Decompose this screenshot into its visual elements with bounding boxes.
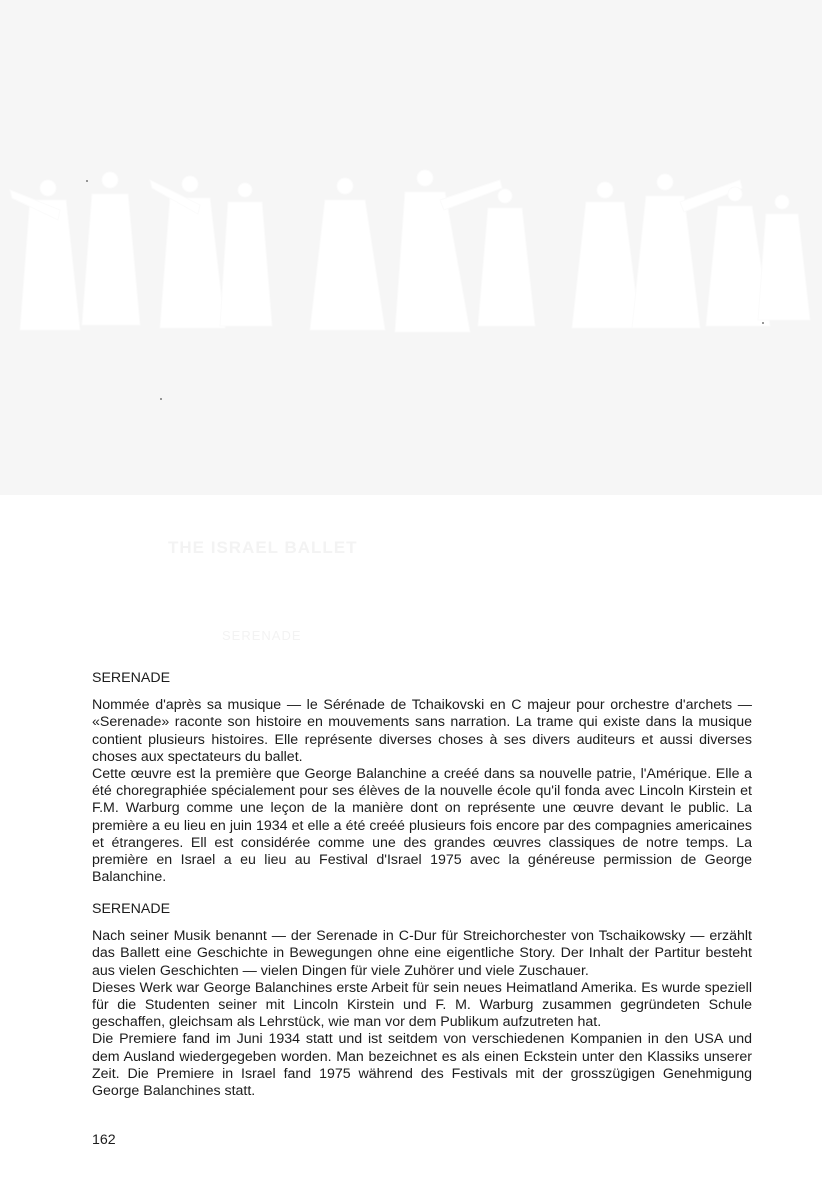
paragraph: Die Premiere fand im Juni 1934 statt und ist seitdem von verschiedenen Kompanien in den USA und dem Ausland wiedergegeben worden. Man bezeichnet es als einen Eckstein unter den Klassiks unserer Zeit. Die Premiere in Israel fand 1975 während des Festivals mit der grosszügigen Genehmigung George Balanchines statt. (92, 1031, 752, 1100)
print-speck (86, 180, 88, 182)
section-title: SERENADE (92, 901, 171, 917)
paragraph: Dieses Werk war George Balanchines erste Arbeit für sein neues Heimatland Amerika. Es wurde speziell für die Studenten seiner mit Lincoln Kirstein und F. M. Warburg zusammen gegründeten Schule geschaffen, gleichsam als Lehrstück, wie man vor dem Publikum aufzutreten hat. (92, 979, 752, 1031)
print-speck (762, 322, 764, 324)
paragraph: Nommée d'après sa musique — le Sérénade de Tchaikovski en C majeur pour orchestre d'archets — «Serenade» raconte son histoire en mouvements sans narration. La trame qui existe dans la musique contient plusieurs histoires. Elle représente diverses choses à ses divers auditeurs et aussi diverses choses aux spectateurs du ballet. (92, 697, 752, 765)
paragraph: Nach seiner Musik benannt — der Serenade in C-Dur für Streichorchester von Tschaikowsky — erzählt das Ballett eine Geschichte in Bewegungen ohne eine eigentliche Story. Der Inhalt der Partitur besteht aus vielen Geschichten — vielen Dingen für viele Zuhörer und viele Zuschauer. (92, 928, 752, 979)
faded-heading: THE ISRAEL BALLET (168, 538, 358, 557)
paragraph: Cette œuvre est la première que George Balanchine a creéé dans sa nouvelle patrie, l'Amérique. Elle a été choregraphiée spécialement pour ses élèves de la nouvelle école qu'il fonda avec Lincoln Kirstein et F.M. Warburg comme une leçon de la manière dont on représente une œuvre devant le public. La première a eu lieu en juin 1934 et elle a été creéé plusieurs fois encore par des compagnies americaines et étrangeres. Ell est considérée comme une des grandes œuvres classiques de notre temps. La première en Israel a eu lieu au Festival d'Israel 1975 avec la généreuse permission de George Balanchine. (92, 766, 752, 886)
print-speck (160, 398, 162, 400)
page-number: 162 (92, 1132, 116, 1148)
french-section (92, 670, 752, 886)
header-photo-area (0, 0, 822, 495)
dancers-silhouette-icon (0, 150, 822, 350)
section-title: SERENADE (92, 670, 171, 686)
german-section (92, 901, 752, 1100)
faded-subheading: SERENADE (222, 628, 302, 643)
